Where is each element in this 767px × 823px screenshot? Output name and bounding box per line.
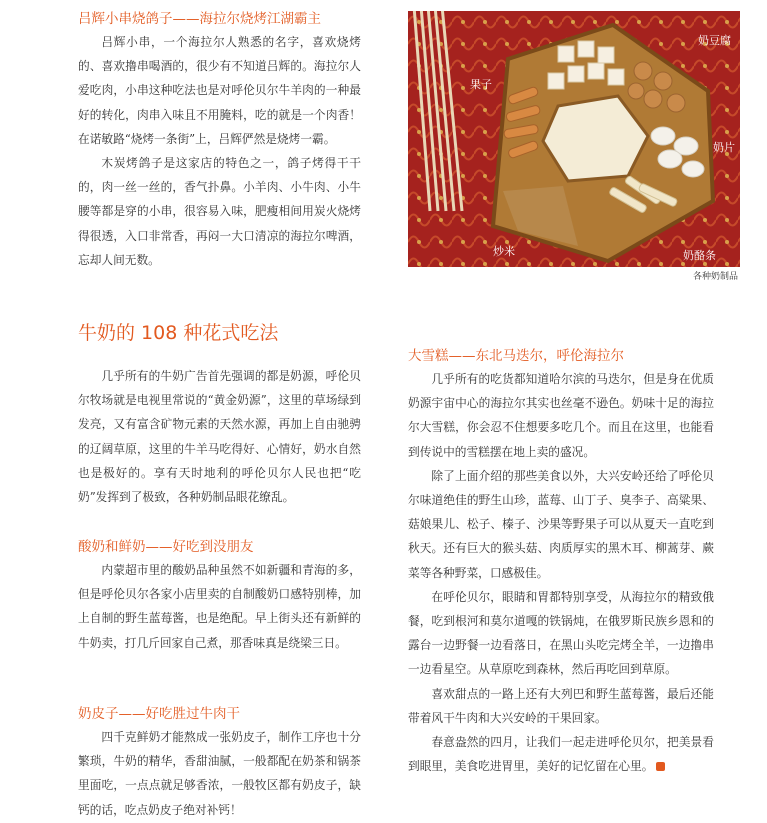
main-heading-milk: 牛奶的 108 种花式吃法 [78, 322, 279, 344]
photo-label-fruit: 果子 [470, 78, 492, 91]
photo-caption: 各种奶制品 [692, 272, 738, 282]
photo-label-cheese-stick: 奶酪条 [683, 249, 716, 262]
paragraph-eat-route: 在呼伦贝尔，眼睛和胃都特别享受，从海拉尔的精致俄餐，吃到根河和莫尔道嘎的铁锅炖，在俄罗斯民族乡恩和的露台一边野餐一边看落日，在黑山头吃完烤全羊，一边撸串一边看星空。从草原吃到森林，然后再吃回到草原。 [408, 589, 714, 677]
photo-label-milk-tablet: 奶片 [713, 141, 735, 154]
paragraph-wild-food: 除了上面介绍的那些美食以外，大兴安岭还给了呼伦贝尔味道绝佳的野生山珍，蓝莓、山丁子、臭李子、高粱果、菇娘果儿、松子、榛子、沙果等野果子可以从夏天一直吃到秋天。还有巨大的猴头菇、肉质厚实的黑木耳、柳蒿芽、蕨菜等各种野菜，口感极佳。 [408, 468, 714, 580]
end-mark-icon [656, 762, 665, 771]
section-title-lvhui: 吕辉小串烧鸽子——海拉尔烧烤江湖霸主 [78, 11, 321, 27]
paragraph-dessert: 喜欢甜点的一路上还有大列巴和野生蓝莓酱，最后还能带着风干牛肉和大兴安岭的干果回家。 [408, 686, 714, 725]
section-title-ice-cream: 大雪糕——东北马迭尔，呼伦海拉尔 [408, 348, 624, 364]
photo-label-cheese-curd: 奶豆腐 [698, 34, 731, 47]
section-title-milk-skin: 奶皮子——好吃胜过牛肉干 [78, 706, 240, 722]
paragraph-ice-cream: 几乎所有的吃货都知道哈尔滨的马迭尔，但是身在优质奶源宇宙中心的海拉尔其实也丝毫不逊色。奶味十足的海拉尔大雪糕，你会忍不住想要多吃几个。而且在这里，也能看到传说中的雪糕摆在地上卖的盛况。 [408, 372, 714, 459]
dairy-tray-illustration [408, 11, 740, 267]
photo-label-fried-millet: 炒米 [493, 245, 515, 258]
paragraph-milk-skin: 四千克鲜奶才能熬成一张奶皮子，制作工序也十分繁琐，牛奶的精华，香甜油腻，一般都配在奶茶和锅茶里面吃，一点点就足够香浓，一般牧区都有奶皮子，缺钙的话，吃点奶皮子绝对补钙！ [78, 730, 361, 817]
paragraph-lvhui-intro: 吕辉小串，一个海拉尔人熟悉的名字，喜欢烧烤的、喜欢撸串喝酒的，很少有不知道吕辉的。海拉尔人爱吃肉，小串这种吃法也是对呼伦贝尔牛羊肉的一种最好的转化，肉串入味且不用腌料，吃的就是一个肉香！在诺敏路“烧烤一条街”上，吕辉俨然是烧烤一霸。 [78, 35, 361, 146]
closing-text: 春意盎然的四月，让我们一起走进呼伦贝尔，把美景看到眼里，美食吃进胃里，美好的记忆留在心里。 [408, 735, 714, 774]
dairy-products-photo [408, 11, 740, 267]
paragraph-milk-intro: 几乎所有的牛奶广告首先强调的都是奶源，呼伦贝尔牧场就是电视里常说的“黄金奶源”，这里的草场绿到发亮，又有富含矿物元素的天然水源，再加上自由驰骋的辽阔草原，这里的牛羊马吃得好、心情好，奶水自然也是极好的。享有天时地利的呼伦贝尔人民也把“吃奶”发挥到了极致，各种奶制品眼花缭乱。 [78, 369, 361, 505]
section-title-yogurt: 酸奶和鲜奶——好吃到没朋友 [78, 539, 254, 555]
paragraph-yogurt: 内蒙超市里的酸奶品种虽然不如新疆和青海的多，但是呼伦贝尔各家小店里卖的自制酸奶口感特别棒，加上自制的野生蓝莓酱，也是绝配。早上街头还有新鲜的牛奶卖，打几斤回家自己煮，那香味真是绕梁三日。 [78, 563, 361, 650]
paragraph-lvhui-pigeon: 木炭烤鸽子是这家店的特色之一，鸽子烤得干干的，肉一丝一丝的，香气扑鼻。小羊肉、小牛肉、小牛腰等都是穿的小串，很容易入味，肥瘦相间用炭火烧烤得很透，入口非常香，再闷一大口清凉的海拉尔啤酒，忘却人间无数。 [78, 156, 361, 267]
paragraph-closing [408, 730, 714, 778]
